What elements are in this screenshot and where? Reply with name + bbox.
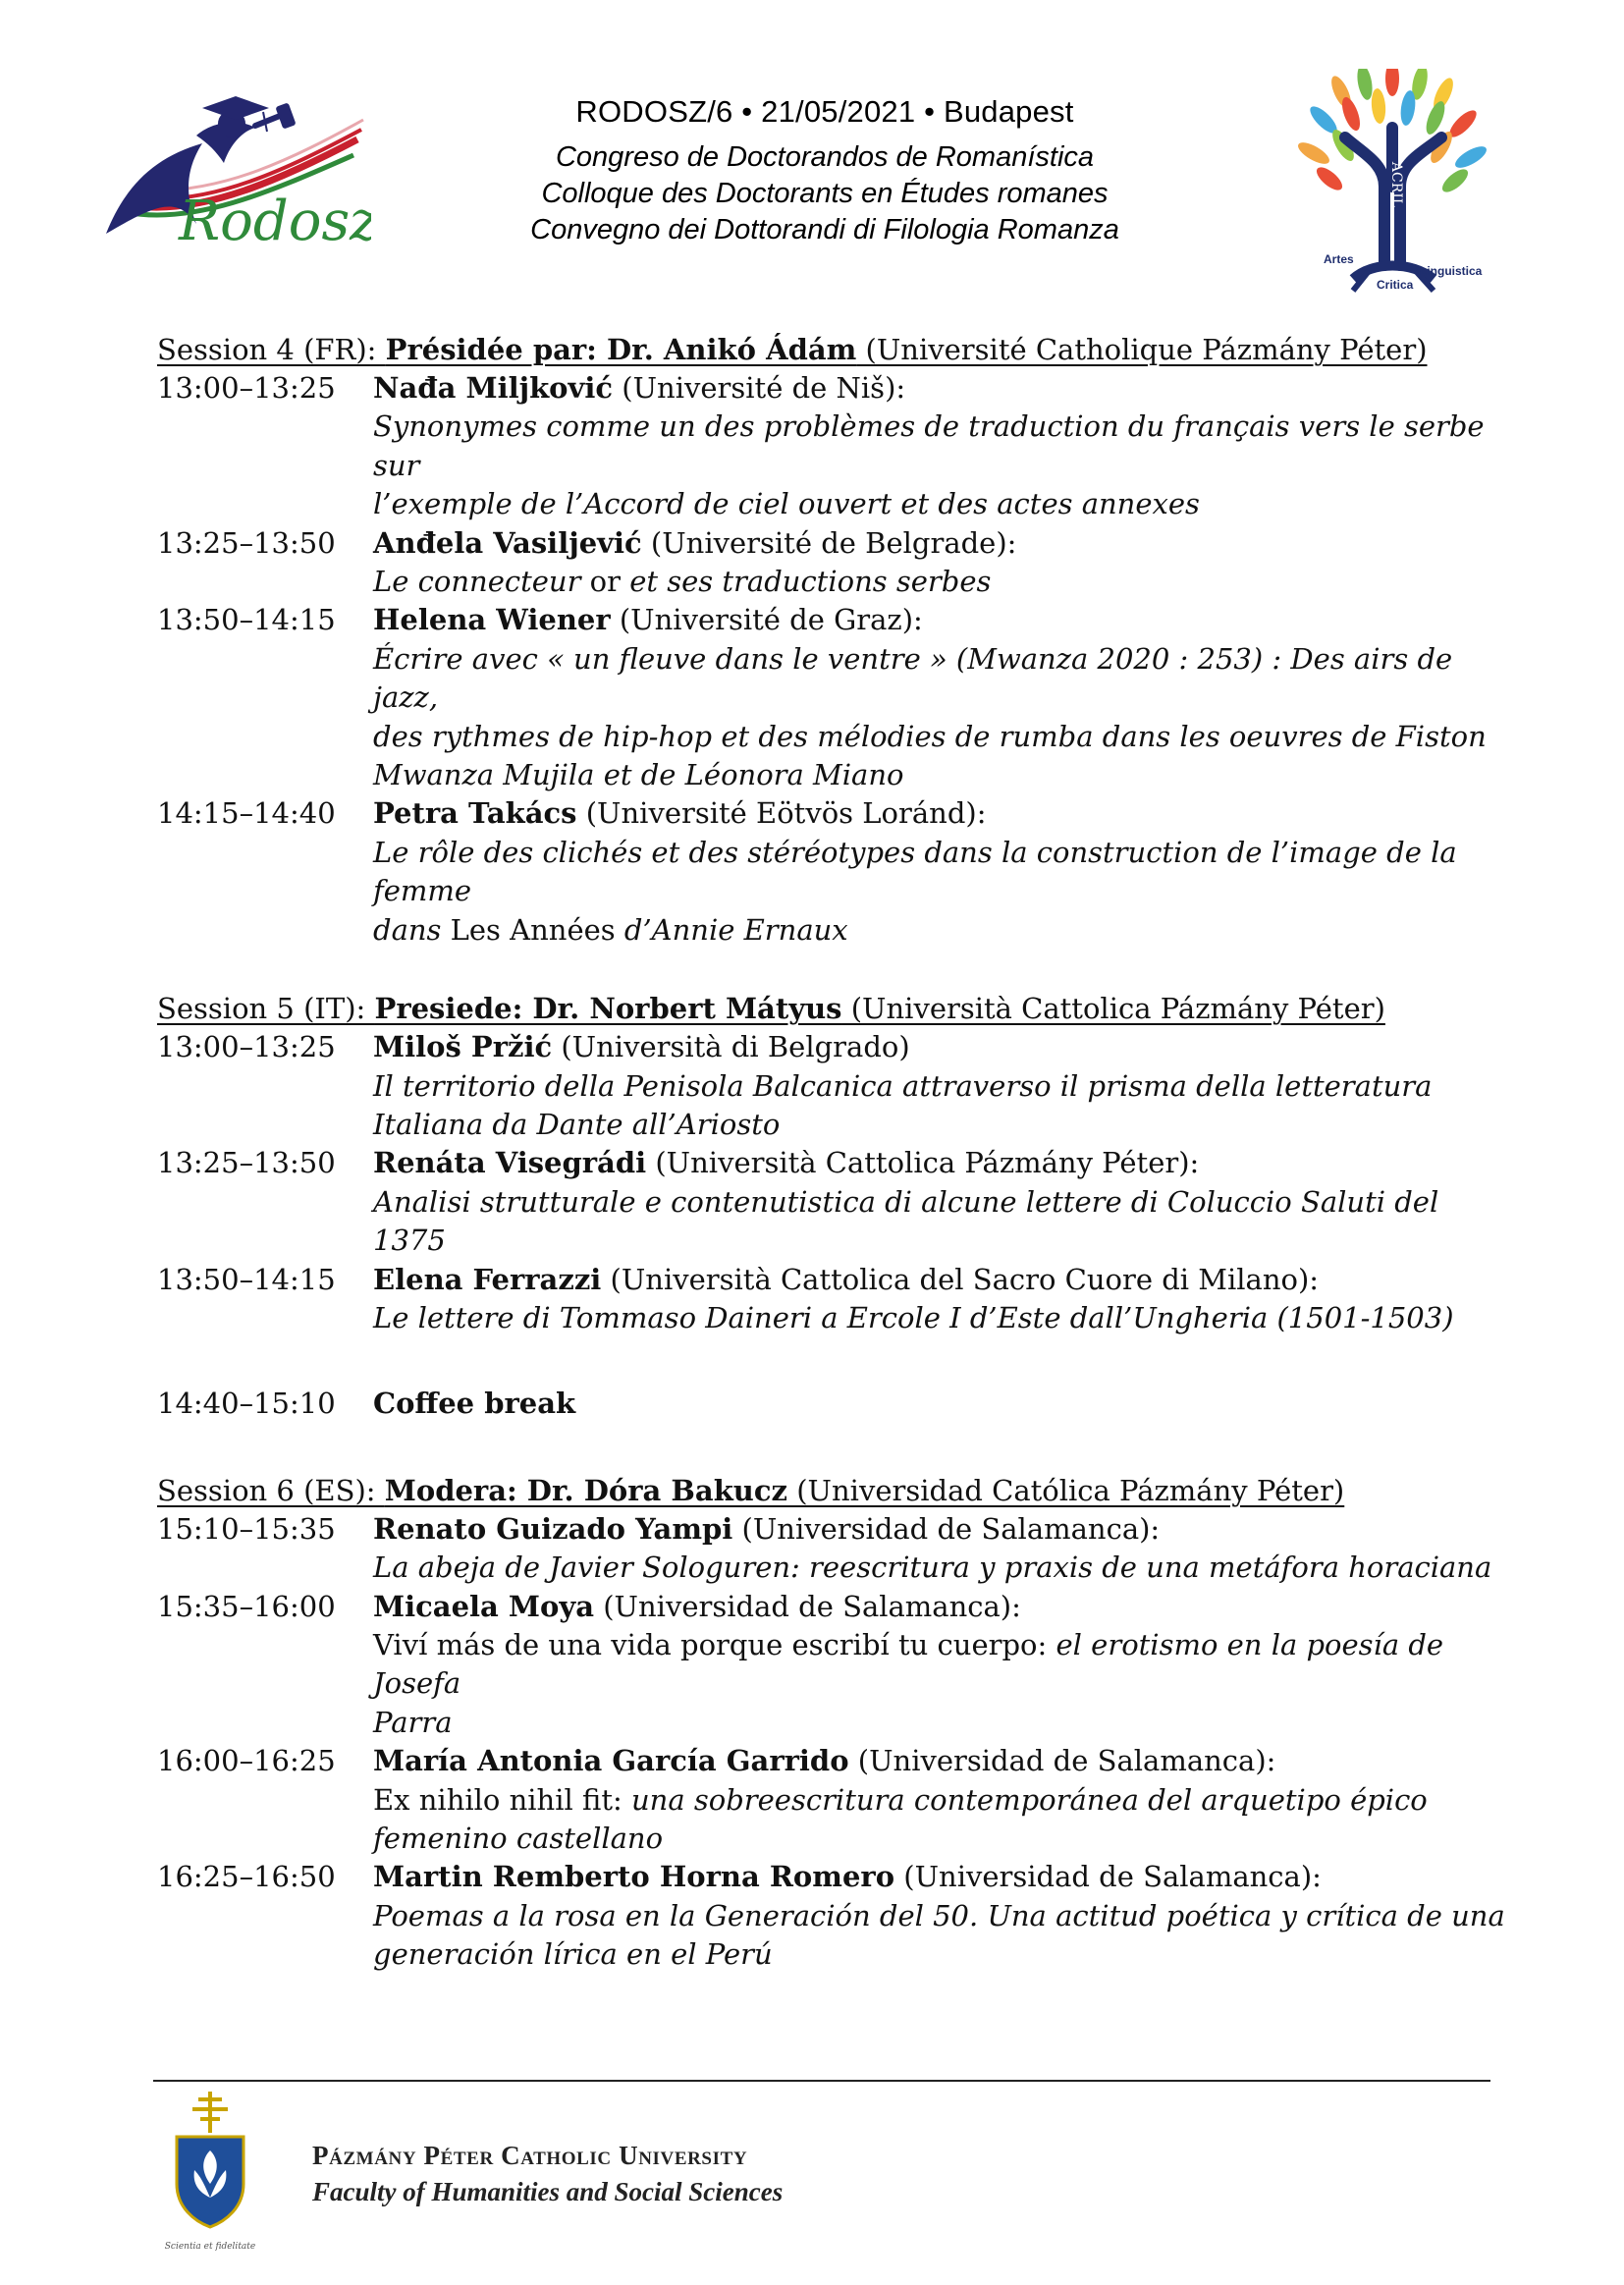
talk-title-segment: l’exemple de l’Accord de ciel ouvert et des actes annexes (373, 487, 1200, 521)
talk-title-segment: Les Années (450, 912, 616, 947)
talk-body (373, 1742, 1512, 1858)
talk-time: 13:25–13:50 (157, 525, 336, 560)
speaker-name: María Antonia García Garrido (373, 1744, 849, 1778)
talk-time: 13:50–14:15 (157, 603, 336, 637)
talk-entry (157, 601, 1512, 794)
talk-title-line (373, 485, 1512, 523)
speaker-affiliation: (Universidad de Salamanca): (732, 1511, 1161, 1546)
talk-entry (157, 1588, 1512, 1743)
speaker-affiliation: (Universidad de Salamanca): (848, 1744, 1276, 1778)
speaker-name: Nađa Miljković (373, 371, 614, 405)
speaker-line (373, 1261, 1512, 1299)
talk-body (373, 1261, 1512, 1338)
talk-title-segment: or (589, 565, 621, 599)
event-subtitle-fr: Colloque des Doctorants en Études romanes (541, 178, 1109, 209)
page-header (393, 94, 1257, 248)
talk-title-segment: des rythmes de hip-hop et des mélodies de rumba dans les oeuvres de Fiston (373, 719, 1487, 753)
speaker-line (373, 1588, 1512, 1626)
talk-entry (157, 524, 1512, 602)
session-affiliation: (Université Catholique Pázmány Péter) (856, 333, 1428, 366)
talk-title-line (373, 563, 1512, 601)
talk-time: 13:00–13:25 (157, 1030, 336, 1064)
acril-trunk-text: ACRIL (1388, 161, 1404, 208)
speaker-name: Martin Remberto Horna Romero (373, 1860, 895, 1894)
break-time: 14:40–15:10 (157, 1387, 336, 1421)
rodosz-logo-initial: Rodosz (179, 190, 371, 253)
acril-tree-logo-icon (1294, 69, 1490, 297)
talk-title-line (373, 1820, 1512, 1858)
session-heading (157, 989, 1512, 1028)
university-crest-icon (151, 2090, 269, 2261)
talk-time: 14:15–14:40 (157, 796, 336, 831)
speaker-affiliation: (Université de Niš): (613, 371, 906, 405)
talk-title-line (373, 1704, 1512, 1742)
talk-time: 13:25–13:50 (157, 1146, 336, 1180)
session-heading (157, 330, 1512, 369)
talk-title-segment: generación lírica en el Perú (373, 1937, 773, 1972)
talk-title-segment: Ex nihilo nihil fit: (373, 1782, 623, 1817)
speaker-name: Renáta Visegrádi (373, 1146, 647, 1180)
talk-body (373, 524, 1512, 602)
talk-body (373, 794, 1512, 950)
talk-time: 16:00–16:25 (157, 1744, 336, 1778)
break-label: Coffee break (373, 1387, 576, 1421)
speaker-affiliation: (Universidad de Salamanca): (594, 1589, 1021, 1623)
speaker-name: Micaela Moya (373, 1589, 595, 1623)
speaker-line (373, 1742, 1512, 1780)
speaker-line (373, 1028, 1512, 1066)
session-label: Session 6 (ES): (157, 1473, 385, 1507)
speaker-name: Renato Guizado Yampi (373, 1511, 733, 1546)
talk-title-segment: Analisi strutturale e contenutistica di alcune lettere di Coluccio Saluti del 1375 (373, 1184, 1439, 1258)
talk-entry (157, 794, 1512, 950)
talk-entry (157, 1028, 1512, 1144)
session-entries (157, 369, 1512, 950)
speaker-line (373, 601, 1512, 639)
speaker-affiliation: (Università Cattolica Pázmány Péter): (646, 1146, 1200, 1180)
talk-title-segment: Synonymes comme un des problèmes de traduction du français vers le serbe sur (373, 409, 1485, 482)
speaker-line (373, 1510, 1512, 1549)
talk-title-segment: dans (373, 912, 451, 947)
session-chair: Modera: Dr. Dóra Bakucz (384, 1473, 788, 1507)
speaker-line (373, 1858, 1512, 1896)
talk-title-line (373, 1549, 1512, 1587)
session-chair: Presiede: Dr. Norbert Mátyus (374, 992, 842, 1026)
session-label: Session 5 (IT): (157, 992, 375, 1026)
speaker-affiliation: (Universidad de Salamanca): (894, 1860, 1322, 1894)
footer-faculty: Faculty of Humanities and Social Sciences (312, 2177, 784, 2206)
talk-title-segment: Le rôle des clichés et des stéréotypes dans la construction de l’image de la femme (373, 835, 1457, 908)
talk-body (373, 1588, 1512, 1743)
session-label: Session 4 (FR): (157, 333, 386, 366)
speaker-line (373, 794, 1512, 833)
talk-title-line (373, 1897, 1512, 1935)
talk-body (373, 1144, 1512, 1260)
talk-time: 16:25–16:50 (157, 1860, 336, 1894)
talk-title-segment: Mwanza Mujila et de Léonora Miano (373, 758, 904, 792)
talk-title-line (373, 408, 1512, 485)
rodosz-logo-icon (86, 96, 371, 263)
talk-entry (157, 1144, 1512, 1260)
talk-time: 15:35–16:00 (157, 1589, 336, 1623)
talk-title-segment: Le connecteur (373, 565, 590, 599)
talk-title-segment: La abeja de Javier Sologuren: reescritura y praxis de una metáfora horaciana (373, 1551, 1492, 1585)
footer-institution (312, 2141, 783, 2207)
speaker-line (373, 524, 1512, 563)
talk-title-line (373, 718, 1512, 756)
speaker-name: Petra Takács (373, 796, 577, 831)
acril-word-linguistica: Linguistica (1420, 264, 1483, 278)
session-entries (157, 1028, 1512, 1337)
talk-title-segment: Parra (373, 1705, 453, 1739)
event-subtitle-es: Congreso de Doctorandos de Romanística (555, 141, 1095, 173)
footer-divider (153, 2080, 1490, 2082)
talk-entry (157, 369, 1512, 524)
event-subtitle-it: Convegno dei Dottorandi di Filologia Romanza (530, 214, 1119, 245)
talk-title-line (373, 911, 1512, 950)
session-affiliation: (Università Cattolica Pázmány Péter) (841, 992, 1385, 1026)
event-title: RODOSZ/6 • 21/05/2021 • Budapest (575, 94, 1074, 129)
talk-title-line (373, 1935, 1512, 1974)
talk-title-segment: femenino castellano (373, 1822, 664, 1855)
talk-title-line (373, 834, 1512, 911)
talk-title-segment: Poemas a la rosa en la Generación del 50. Una actitud poética y crítica de una (373, 1898, 1505, 1932)
crest-motto: Scientia et fidelitate (164, 2242, 256, 2252)
speaker-name: Anđela Vasiljević (373, 525, 642, 560)
talk-entry (157, 1858, 1512, 1974)
speaker-line (373, 1144, 1512, 1182)
talk-title-line (373, 1626, 1512, 1704)
talk-title-segment: Écrire avec « un fleuve dans le ventre » (Mwanza 2020 : 253) : Des airs de jazz, (373, 641, 1453, 715)
session-affiliation: (Universidad Católica Pázmány Péter) (787, 1473, 1345, 1507)
speaker-name: Elena Ferrazzi (373, 1262, 602, 1296)
talk-title-segment: et ses traductions serbes (621, 565, 992, 599)
talk-body (373, 1858, 1512, 1974)
talk-title-segment: d’Annie Ernaux (615, 912, 848, 947)
speaker-name: Helena Wiener (373, 603, 611, 637)
speaker-affiliation: (Université Eötvös Loránd): (576, 796, 987, 831)
talk-title-line (373, 756, 1512, 794)
talk-title-segment: Viví más de una vida porque escribí tu cuerpo: (373, 1627, 1048, 1661)
speaker-affiliation: (Université de Graz): (610, 603, 923, 637)
talk-title-line (373, 1781, 1512, 1820)
speaker-affiliation: (Université de Belgrade): (641, 525, 1017, 560)
session-heading (157, 1471, 1512, 1510)
talk-entry (157, 1261, 1512, 1338)
footer-university: Pázmány Péter Catholic University (312, 2141, 748, 2170)
talk-entry (157, 1510, 1512, 1588)
talk-time: 13:00–13:25 (157, 371, 336, 405)
talk-title-line (373, 1106, 1512, 1144)
talk-body (373, 1028, 1512, 1144)
session-entries (157, 1510, 1512, 1975)
session-chair: Présidée par: Dr. Anikó Ádám (385, 333, 857, 366)
speaker-affiliation: (Università Cattolica del Sacro Cuore di Milano): (601, 1262, 1320, 1296)
talk-title-line (373, 1183, 1512, 1261)
speaker-name: Miloš Pržić (373, 1030, 553, 1064)
speaker-affiliation: (Università di Belgrado) (552, 1030, 910, 1064)
talk-body (373, 1510, 1512, 1588)
acril-word-critica: Critica (1377, 278, 1414, 292)
talk-title-line (373, 640, 1512, 718)
acril-word-artes: Artes (1324, 252, 1354, 266)
talk-time: 15:10–15:35 (157, 1511, 336, 1546)
talk-title-line (373, 1067, 1512, 1106)
talk-time: 13:50–14:15 (157, 1262, 336, 1296)
talk-title-segment: Le lettere di Tommaso Daineri a Ercole I d’Este dall’Ungheria (1501-1503) (373, 1300, 1454, 1334)
talk-body (373, 369, 1512, 524)
program (157, 330, 1512, 1975)
talk-title-line (373, 1299, 1512, 1337)
talk-title-segment: una sobreescritura contemporánea del arquetipo épico (622, 1782, 1428, 1817)
talk-body (373, 601, 1512, 794)
talk-title-segment: Italiana da Dante all’Ariosto (373, 1107, 781, 1141)
coffee-break-row (157, 1385, 1512, 1423)
talk-entry (157, 1742, 1512, 1858)
speaker-line (373, 369, 1512, 408)
talk-title-segment: Il territorio della Penisola Balcanica attraverso il prisma della letteratura (373, 1068, 1433, 1103)
talk-title-segment: el erotismo en la poesía de Josefa (373, 1627, 1444, 1701)
